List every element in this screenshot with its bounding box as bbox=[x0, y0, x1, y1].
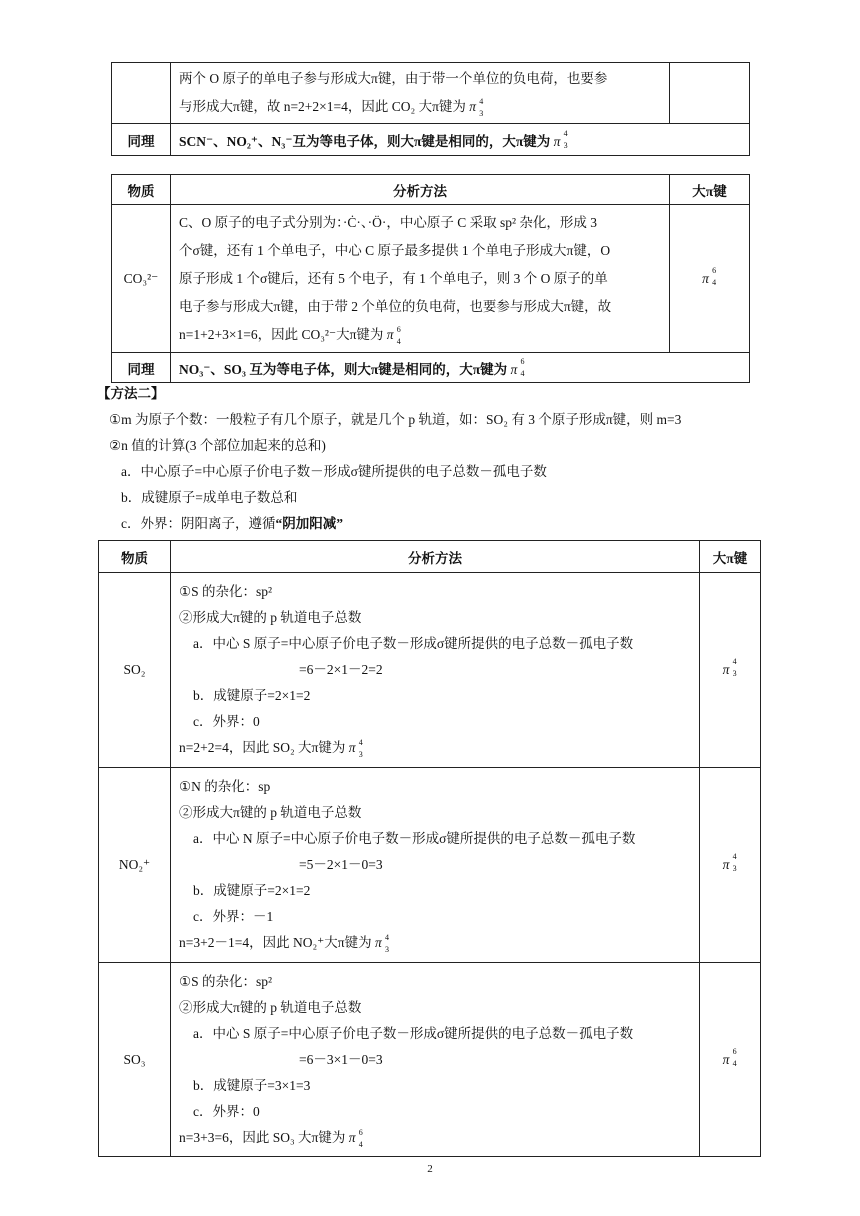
co3-line-5: n=1+2+3×1=6，因此 CO₃²⁻大π键为 bbox=[179, 326, 384, 342]
b-line: b．成键原子=2×1=2 bbox=[193, 688, 311, 703]
same-text: SCN⁻、NO₂⁺、N₃⁻互为等电子体，则大π键是相同的，大π键为 bbox=[179, 133, 551, 149]
pi-notation: π 4 3 bbox=[553, 128, 568, 150]
a-line: a．中心 S 原子=中心原子价电子数－形成σ键所提供的电子总数－孤电子数 bbox=[193, 1025, 634, 1041]
total-line: ②形成大π键的 p 轨道电子总数 bbox=[179, 999, 362, 1015]
method2-line-5: c．外界：阴阳离子，遵循 bbox=[121, 516, 276, 531]
co3-line-2: 个σ键，还有 1 个单电子，中心 C 原子最多提供 1 个单电子形成大π键，O bbox=[179, 242, 611, 258]
co3-line-1: C、O 原子的电子式分别为：·Ċ·、·Ö·，中心原子 C 采取 sp² 杂化，形成 3 bbox=[179, 214, 598, 230]
header-substance: 物质 bbox=[112, 175, 171, 205]
co2-analysis-cell bbox=[171, 63, 670, 124]
header-method: 分析方法 bbox=[171, 175, 670, 205]
co2-table bbox=[111, 62, 750, 156]
row-substance: SO₃ bbox=[99, 963, 171, 1157]
hybrid-line: ①N 的杂化：sp bbox=[179, 779, 271, 794]
header-method: 分析方法 bbox=[171, 541, 700, 573]
co3-result bbox=[670, 205, 750, 353]
a-calc-line: =5－2×1－0=3 bbox=[299, 857, 383, 872]
c-line: c．外界：0 bbox=[193, 714, 260, 729]
pi-notation: π 6 4 bbox=[510, 356, 525, 378]
pi-notation: π 4 3 bbox=[722, 852, 737, 873]
pi-notation: π 4 3 bbox=[375, 933, 389, 954]
same-label: 同理 bbox=[112, 353, 171, 383]
table-row bbox=[99, 573, 761, 768]
header-substance: 物质 bbox=[99, 541, 171, 573]
co2-line-1: 两个 O 原子的单电子参与形成大π键，由于带一个单位的负电荷，也要参 bbox=[179, 71, 608, 86]
method2-line-3: a．中心原子=中心原子价电子数－形成σ键所提供的电子总数－孤电子数 bbox=[121, 464, 547, 479]
co2-empty-cell bbox=[112, 63, 171, 124]
row-result bbox=[700, 768, 761, 963]
main-table bbox=[98, 540, 761, 1157]
header-pi: 大π键 bbox=[670, 175, 750, 205]
same-label: 同理 bbox=[112, 124, 171, 156]
method2-title: 【方法二】 bbox=[97, 386, 165, 401]
pi-notation: π 6 4 bbox=[386, 324, 401, 346]
row-analysis bbox=[171, 573, 700, 768]
pi-notation: π 6 4 bbox=[348, 1127, 363, 1149]
c-line: c．外界：0 bbox=[193, 1103, 260, 1119]
method2-line-2: ②n 值的计算(3 个部位加起来的总和) bbox=[109, 438, 326, 453]
n-line: n=2+2=4，因此 SO₂ 大π键为 bbox=[179, 740, 346, 755]
table-row bbox=[99, 768, 761, 963]
a-line: a．中心 N 原子=中心原子价电子数－形成σ键所提供的电子总数－孤电子数 bbox=[193, 831, 636, 846]
a-calc-line: =6－2×1－2=2 bbox=[299, 662, 383, 677]
co3-analysis-cell bbox=[171, 205, 670, 353]
co3-line-4: 电子参与形成大π键，由于带 2 个单位的负电荷，也要参与形成大π键，故 bbox=[179, 298, 612, 314]
pi-notation: π 6 4 bbox=[702, 265, 717, 287]
co2-line-2: 与形成大π键，故 n=2+2×1=4，因此 CO₂ 大π键为 bbox=[179, 99, 466, 114]
table-row bbox=[99, 963, 761, 1157]
row-analysis bbox=[171, 963, 700, 1157]
co3-table bbox=[111, 174, 750, 383]
total-line: ②形成大π键的 p 轨道电子总数 bbox=[179, 610, 362, 625]
co3-line-3: 原子形成 1 个σ键后，还有 5 个电子，有 1 个单电子，则 3 个 O 原子的单 bbox=[179, 270, 608, 286]
method2-line-4: b．成键原子=成单电子数总和 bbox=[121, 490, 298, 505]
pi-notation: π 4 3 bbox=[722, 657, 737, 678]
co3-substance: CO₃²⁻ bbox=[112, 205, 171, 353]
pi-notation: π 6 4 bbox=[722, 1046, 737, 1068]
n-line: n=3+3=6，因此 SO₃ 大π键为 bbox=[179, 1129, 346, 1145]
b-line: b．成键原子=3×1=3 bbox=[193, 1077, 311, 1093]
row-substance: SO₂ bbox=[99, 573, 171, 768]
same-text: NO₃⁻、SO₃ 互为等电子体，则大π键是相同的，大π键为 bbox=[179, 361, 508, 377]
hybrid-line: ①S 的杂化：sp² bbox=[179, 584, 273, 599]
a-line: a．中心 S 原子=中心原子价电子数－形成σ键所提供的电子总数－孤电子数 bbox=[193, 636, 634, 651]
b-line: b．成键原子=2×1=2 bbox=[193, 883, 311, 898]
same-text-cell bbox=[171, 353, 750, 383]
row-analysis bbox=[171, 768, 700, 963]
pi-notation: π 4 3 bbox=[469, 97, 484, 118]
total-line: ②形成大π键的 p 轨道电子总数 bbox=[179, 805, 362, 820]
n-line: n=3+2－1=4，因此 NO₂⁺大π键为 bbox=[179, 935, 372, 950]
header-pi: 大π键 bbox=[700, 541, 761, 573]
method2-line-1: ①m 为原子个数：一般粒子有几个原子，就是几个 p 轨道，如：SO₂ 有 3 个原子形成π键，则 m=3 bbox=[109, 412, 682, 427]
row-result bbox=[700, 963, 761, 1157]
pi-notation: π 4 3 bbox=[348, 738, 363, 759]
hybrid-line: ①S 的杂化：sp² bbox=[179, 973, 273, 989]
same-text-cell bbox=[171, 124, 750, 156]
c-line: c．外界：－1 bbox=[193, 909, 274, 924]
row-substance: NO₂⁺ bbox=[99, 768, 171, 963]
method2-line-5-emphasis: “阴加阳减” bbox=[275, 516, 343, 531]
co2-empty-result bbox=[670, 63, 750, 124]
row-result bbox=[700, 573, 761, 768]
page-number: 2 bbox=[427, 1163, 433, 1175]
a-calc-line: =6－3×1－0=3 bbox=[299, 1051, 383, 1067]
